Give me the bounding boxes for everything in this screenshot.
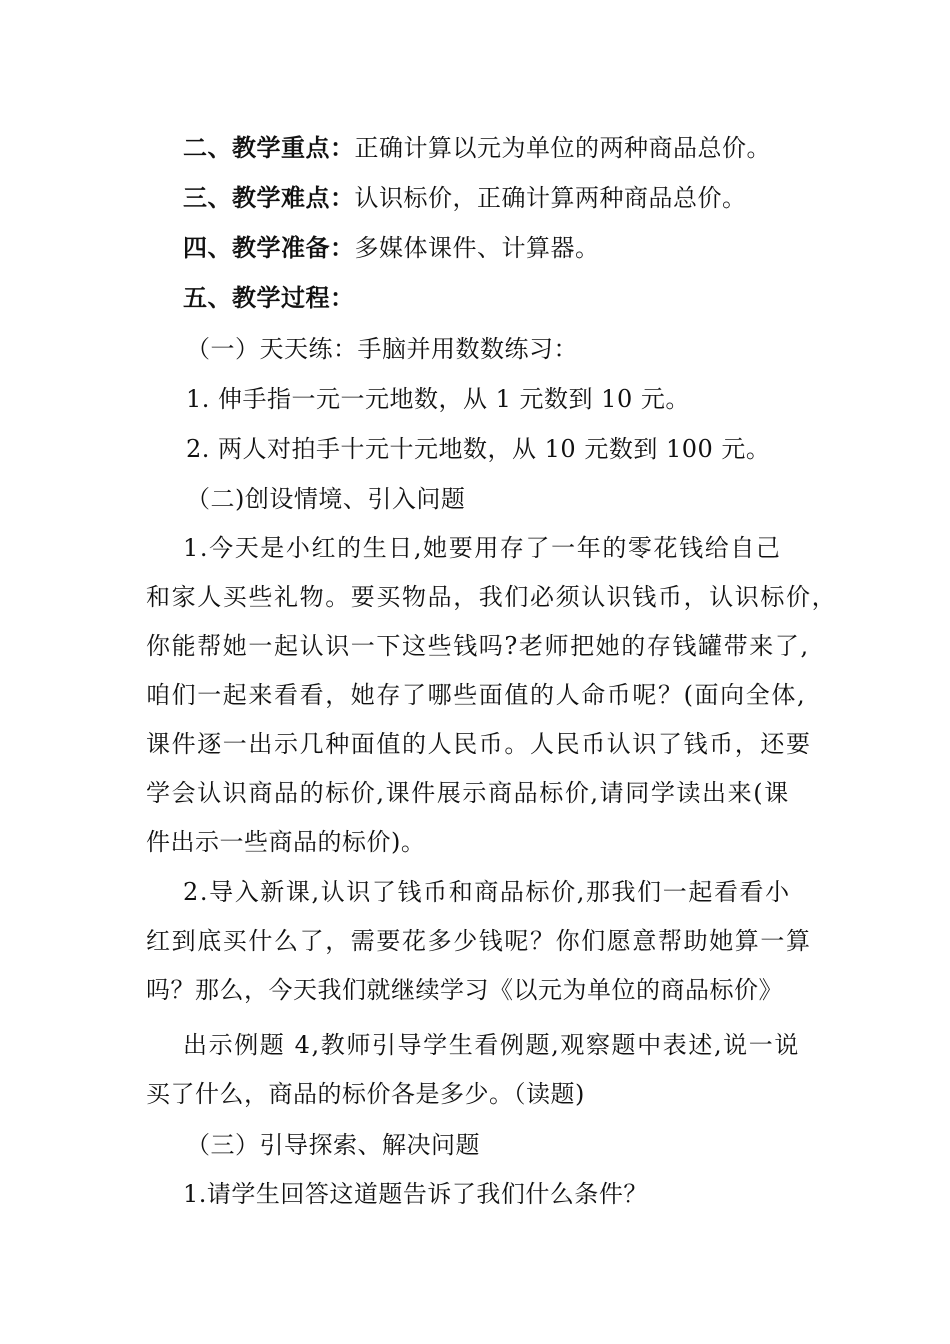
heading-label: 五、教学过程： — [183, 283, 355, 312]
paragraph-line: 2.导入新课,认识了钱币和商品标价,那我们一起看看小 — [183, 878, 791, 906]
paragraph-line: 学会认识商品的标价,课件展示商品标价,请同学读出来(课 — [146, 779, 790, 807]
key-point-line — [0, 132, 950, 164]
section-heading: （三）引导探索、解决问题 — [186, 1131, 480, 1159]
preparation-line — [0, 232, 950, 264]
heading-text: 认识标价，正确计算两种商品总价。 — [354, 184, 747, 212]
paragraph-line: 1.今天是小红的生日,她要用存了一年的零花钱给自己 — [183, 534, 782, 562]
difficulty-line — [0, 182, 950, 214]
paragraph-line: 咱们一起来看看，她存了哪些面值的人命币呢？(面向全体, — [146, 681, 807, 709]
section-heading: （一）天天练：手脑并用数数练习： — [186, 335, 578, 363]
heading-label: 四、教学准备： — [183, 233, 355, 262]
practice-item: 2. 两人对拍手十元十元地数，从 10 元数到 100 元。 — [186, 435, 771, 463]
heading-text: 正确计算以元为单位的两种商品总价。 — [354, 134, 771, 162]
process-line — [0, 282, 950, 314]
heading-label: 三、教学难点： — [183, 183, 355, 212]
paragraph-line: 和家人买些礼物。要买物品，我们必须认识钱币，认识标价， — [146, 583, 838, 611]
paragraph-line: 课件逐一出示几种面值的人民币。人民币认识了钱币，还要 — [146, 730, 812, 758]
paragraph-line: 你能帮她一起认识一下这些钱吗?老师把她的存钱罐带来了, — [146, 632, 810, 660]
paragraph-line: 红到底买什么了，需要花多少钱呢？你们愿意帮助她算一算 — [146, 927, 812, 955]
paragraph-line: 1.请学生回答这道题告诉了我们什么条件？ — [183, 1180, 648, 1208]
paragraph-line: 出示例题 4,教师引导学生看例题,观察题中表述,说一说 — [183, 1031, 800, 1059]
paragraph-line: 买了什么，商品的标价各是多少。（读题) — [146, 1080, 585, 1108]
paragraph-line: 吗？那么，今天我们就继续学习《以元为单位的商品标价》 — [146, 976, 783, 1004]
heading-text: 多媒体课件、计算器。 — [354, 234, 600, 262]
heading-label: 二、教学重点： — [183, 133, 355, 162]
practice-item: 1. 伸手指一元一元地数，从 1 元数到 10 元。 — [186, 385, 690, 413]
section-heading: （二)创设情境、引入问题 — [186, 485, 466, 513]
paragraph-line: 件出示一些商品的标价)。 — [146, 828, 426, 856]
